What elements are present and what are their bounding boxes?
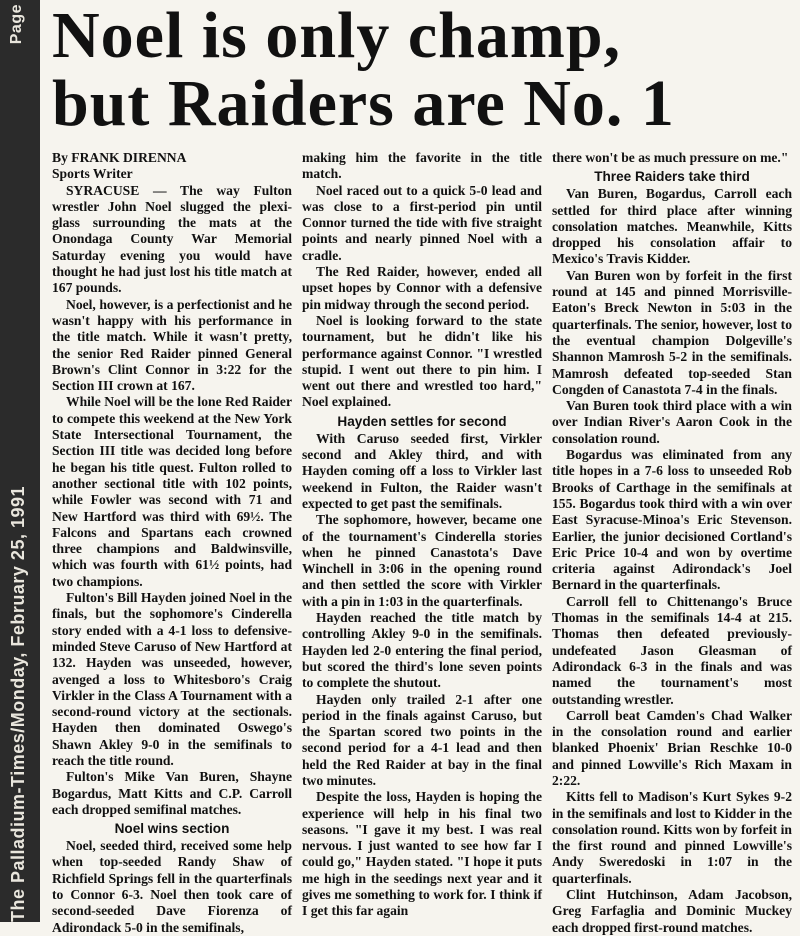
paragraph: making him the favorite in the title match. (302, 150, 542, 182)
paragraph: there won't be as much pressure on me." (552, 150, 789, 165)
paragraph: The Red Raider, however, ended all upset hopes by Connor with a defensive pin midway through the second period. (302, 264, 542, 312)
headline-line-1: Noel is only champ, (52, 0, 622, 72)
paragraph: The sophomore, however, became one of the tournament's Cinderella stories when he pinned Canastota's Dave Winchell in 3:06 in the opening round and then settled the score with Virkler with a pin in 1:03 in the quarterfinals. (302, 512, 542, 609)
paragraph: Noel raced out to a quick 5-0 lead and was close to a first-period pin until Connor turned the tide with five straight points and nearly pinned Noel with a cradle. (302, 182, 542, 263)
paragraph: Clint Hutchinson, Adam Jacobson, Greg Farfaglia and Dominic Muckey each dropped first-round matches. (552, 887, 792, 935)
paragraph: With Caruso seeded first, Virkler second and Akley third, and with Hayden coming off a loss to Virkler last weekend in Fulton, the Raider wasn't expected to get past the semifinals. (302, 430, 542, 511)
paragraph: Noel is looking forward to the state tournament, but he didn't like his performance against Connor. "I wrestled stupid. I went out there to pin him. I went out there and wrestled too hard," Noel explained. (302, 312, 542, 410)
paragraph: Van Buren took third place with a win over Indian River's Aaron Cook in the consolation round. (552, 398, 792, 446)
paragraph: Kitts fell to Madison's Kurt Sykes 9-2 in the semifinals and lost to Kidder in the consolation round. Kitts won by forfeit in the first round and pinned Lowville's Andy Sweredoski in 1:07 in the quarterfinals. (552, 789, 792, 886)
paragraph: Fulton's Bill Hayden joined Noel in the finals, but the sophomore's Cinderella story ended with a 4-1 loss to defensive-minded Steve Caruso of New Hartford at 132. Hayden was unseeded, however, avenged a loss to Whitesboro's Craig Virkler in the Class A Tournament with a second-round victory at the sectionals. Hayden then dominated Oswego's Shawn Akley 9-0 in the semifinals to reach the title round. (52, 590, 292, 768)
column-2 (302, 150, 542, 922)
byline-role: Sports Writer (52, 166, 133, 182)
headline (52, 2, 800, 138)
column-1 (52, 150, 292, 935)
paragraph: While Noel will be the lone Red Raider to compete this weekend at the New York State Intersectional Tournament, the Section III title was decided long before he began his title quest. Fulton rolled to another sectional title with 102 points, while Fowler was second with 71 and New Hartford was third with 69½. The Falcons and Spartans each crowned three champions and Baldwinsville, which was fourth with 61½ points, had two champions. (52, 394, 292, 589)
byline-author: By FRANK DIRENNA (52, 150, 187, 165)
paragraph: Hayden reached the title match by controlling Akley 9-0 in the semifinals. Hayden led 2-0 entering the final period, but scored the third's lone seven points to complete the shutout. (302, 610, 542, 691)
paragraph: Noel, seeded third, received some help when top-seeded Randy Shaw of Richfield Springs fell in the quarterfinals to Connor 6-3. Noel then took care of second-seeded Dave Fiorenza of Adirondack 5-0 in the semifinals, (52, 838, 292, 935)
paragraph: Van Buren, Bogardus, Carroll each settled for third place after winning consolation matches. Meanwhile, Kitts dropped his consolation affair to Mexico's Travis Kidder. (552, 186, 792, 267)
paragraph: Van Buren won by forfeit in the first round at 145 and pinned Morrisville-Eaton's Breck Newton in 5:03 in the quarterfinals. The senior, however, lost to the eventual champion Dolgeville's Shannon Mamrosh 5-2 in the semifinals. Mamrosh defeated top-seeded Stan Congden of Canastota 7-4 in the finals. (552, 267, 792, 397)
paragraph: Hayden only trailed 2-1 after one period in the finals against Caruso, but the Spartan scored two points in the second period for a 4-1 lead and then held the Red Raider at bay in the final two minutes. (302, 691, 542, 788)
side-page-label: Page (8, 4, 25, 45)
subhead: Hayden settles for second (337, 413, 507, 429)
column-3 (552, 150, 792, 935)
subhead: Three Raiders take third (594, 169, 750, 185)
paragraph: Carroll fell to Chittenango's Bruce Thomas in the semifinals 14-4 at 215. Thomas then defeated previously-undefeated Jason Gleasman of Adirondack 6-3 in the finals and was named the tournament's most outstanding wrestler. (552, 593, 792, 707)
paragraph: SYRACUSE — The way Fulton wrestler John Noel slugged the plexi-glass surrounding the mats at the Onondaga County War Memorial Saturday evening you would have thought he had just lost his title match at 167 pounds. (52, 182, 292, 296)
side-dateline: The Palladium-Times/Monday, February 25, 1991 (7, 486, 28, 922)
paragraph: Despite the loss, Hayden is hoping the experience will help in his final two seasons. "I gave it my best. I was real nervous. I just wanted to see how far I could go," Hayden stated. "I hope it puts me high in the seedings next year and it gives me something to work for. I think if I get this far again (302, 789, 542, 919)
paragraph: Fulton's Mike Van Buren, Shayne Bogardus, Matt Kitts and C.P. Carroll each dropped semifinal matches. (52, 769, 292, 817)
paragraph: Noel, however, is a perfectionist and he wasn't happy with his performance in the title match. While it wasn't pretty, the senior Red Raider pinned General Brown's Clint Connor in 3:22 for the Section III crown at 167. (52, 296, 292, 394)
side-strip (0, 0, 40, 922)
side-text-wrapper (8, 0, 28, 922)
paragraph: Carroll beat Camden's Chad Walker in the consolation round and earlier blanked Phoenix' Brian Reschke 10-0 and pinned Lowville's Rich Maxam in 2:22. (552, 707, 792, 788)
subhead: Noel wins section (114, 821, 230, 837)
article-body (52, 150, 794, 935)
paragraph: Bogardus was eliminated from any title hopes in a 7-6 loss to unseeded Rob Brooks of Carthage in the semifinals at 155. Bogardus took third with a win over East Syracuse-Minoa's Eric Stevenson. Earlier, the junior decisioned Cortland's Eric Price 10-4 and won by overtime criteria against Adirondack's Joel Bernard in the quarterfinals. (552, 447, 792, 593)
headline-line-2: but Raiders are No. 1 (52, 67, 675, 140)
